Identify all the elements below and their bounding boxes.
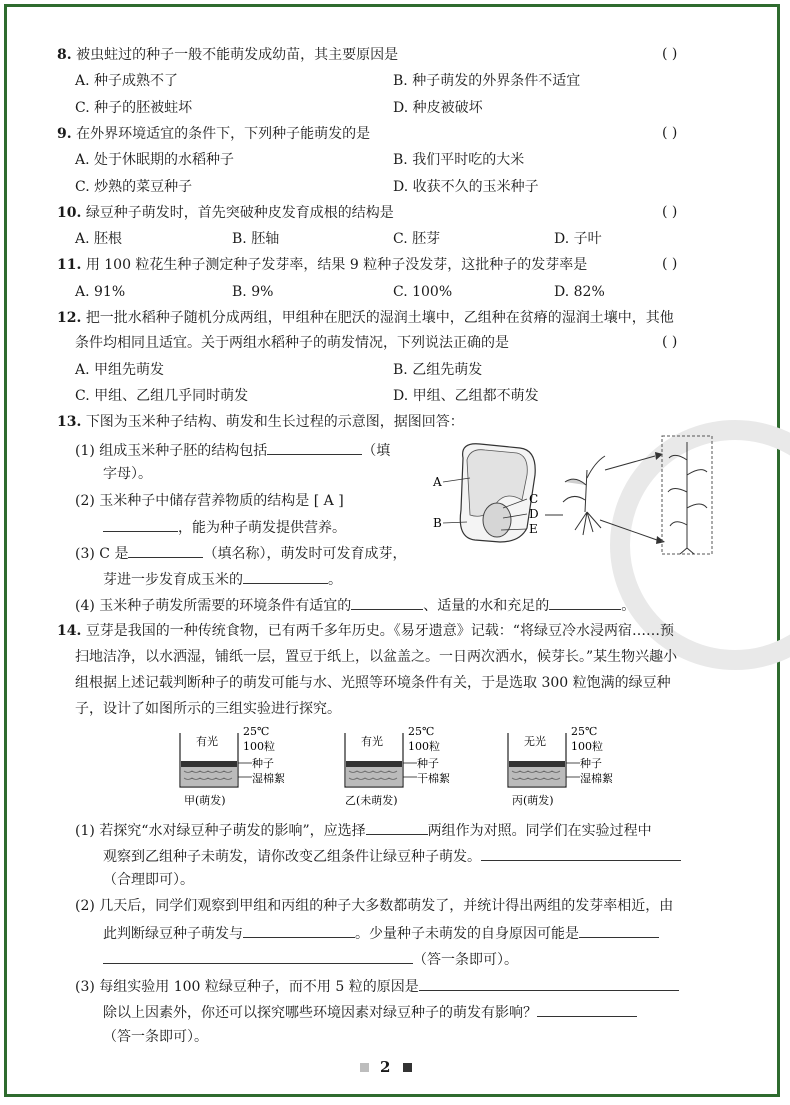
q14-sub2-line1: (2) 几天后，同学们观察到甲组和丙组的种子大多数都萌发了，并统计得出两组的发芽率相近，由 bbox=[75, 898, 674, 914]
q9-option-b: B. 我们平时吃的大米 bbox=[393, 152, 525, 168]
q9-option-c: C. 炒熟的菜豆种子 bbox=[75, 179, 193, 195]
q12-stem-line1: 12. 把一批水稻种子随机分成两组，甲组种在肥沃的湿润土壤中，乙组种在贫瘠的湿润土壤中，其他 bbox=[57, 310, 674, 326]
q13-part1-line1: (1) 组成玉米种子胚的结构包括 （填 bbox=[75, 440, 390, 460]
q13-part2-line1: (2) 玉米种子中储存营养物质的结构是 [ A ] bbox=[75, 493, 344, 509]
q8-option-a: A. 种子成熟不了 bbox=[75, 73, 179, 89]
q14-blank-3[interactable] bbox=[243, 923, 355, 938]
mature-plant bbox=[668, 442, 707, 554]
q12-answer-paren[interactable]: ( ) bbox=[662, 334, 678, 350]
setup-bing-light: 无光 bbox=[524, 735, 546, 748]
q14-sub2-line3: （答一条即可）。 bbox=[103, 949, 518, 969]
q14-sub3-line1: (3) 每组实验用 100 粒绿豆种子，而不用 5 粒的原因是 bbox=[75, 976, 679, 996]
q13-part1-line2: 字母）。 bbox=[103, 466, 152, 482]
setup-bing-count: 100粒 bbox=[571, 740, 603, 753]
q13-part2-line2: ，能为种子萌发提供营养。 bbox=[103, 517, 346, 537]
q9-answer-paren[interactable]: ( ) bbox=[662, 125, 678, 141]
q11-option-c: C. 100% bbox=[393, 284, 453, 300]
q10-option-d: D. 子叶 bbox=[554, 231, 602, 247]
q13-blank-6[interactable] bbox=[549, 595, 621, 610]
page-marker-right bbox=[403, 1063, 412, 1072]
q9-option-d: D. 收获不久的玉米种子 bbox=[393, 179, 539, 195]
q14-sub3-line2: 除以上因素外，你还可以探究哪些环境因素对绿豆种子的萌发有影响？ bbox=[103, 1002, 637, 1022]
setup-bing-temp: 25℃ bbox=[571, 725, 598, 738]
corn-seed-figure bbox=[425, 430, 725, 560]
setup-bing-seed: 种子 bbox=[580, 757, 602, 770]
q13-part3-line2: 芽进一步发育成玉米的 。 bbox=[103, 569, 342, 589]
q10-option-c: C. 胚芽 bbox=[393, 231, 441, 247]
setup-bing bbox=[508, 725, 613, 807]
q14-blank-6[interactable] bbox=[419, 976, 679, 991]
q14-blank-2[interactable] bbox=[481, 846, 681, 861]
setup-bing-medium: 湿棉絮 bbox=[580, 772, 613, 785]
q11-option-d: D. 82% bbox=[554, 284, 605, 300]
q14-intro-line1: 14. 豆芽是我国的一种传统食物，已有两千多年历史。《易牙遗意》记载：“将绿豆冷水浸两宿……预 bbox=[57, 623, 674, 639]
q10-stem: 10. 绿豆种子萌发时，首先突破种皮发育成根的结构是 bbox=[57, 205, 394, 221]
q11-option-b: B. 9% bbox=[232, 284, 274, 300]
setup-yi-caption: 乙(未萌发) bbox=[345, 794, 398, 807]
q9-stem: 9. 在外界环境适宜的条件下，下列种子能萌发的是 bbox=[57, 126, 371, 142]
q14-sub2-line2: 此判断绿豆种子萌发与 。少量种子未萌发的自身原因可能是 bbox=[103, 923, 659, 943]
q13-part3-line1: (3) C 是 （填名称），萌发时可发育成芽， bbox=[75, 543, 406, 563]
embryo bbox=[483, 503, 511, 537]
q13-blank-1[interactable] bbox=[267, 440, 362, 455]
q13-part4: (4) 玉米种子萌发所需要的环境条件有适宜的 、适量的水和充足的 。 bbox=[75, 595, 635, 615]
page-marker-left bbox=[360, 1063, 369, 1072]
q8-answer-paren[interactable]: ( ) bbox=[662, 46, 678, 62]
setup-yi-temp: 25℃ bbox=[408, 725, 435, 738]
setup-yi bbox=[345, 725, 450, 807]
q14-blank-1[interactable] bbox=[366, 820, 428, 835]
label-B: B bbox=[433, 516, 442, 530]
q13-blank-5[interactable] bbox=[351, 595, 423, 610]
setup-jia-count: 100粒 bbox=[243, 740, 275, 753]
q11-option-a: A. 91% bbox=[75, 284, 126, 300]
q8-option-c: C. 种子的胚被蛀坏 bbox=[75, 100, 193, 116]
setup-jia-light: 有光 bbox=[196, 735, 218, 748]
q10-option-a: A. 胚根 bbox=[75, 231, 123, 247]
label-C: C bbox=[529, 492, 539, 506]
q13-blank-4[interactable] bbox=[243, 569, 328, 584]
q12-option-a: A. 甲组先萌发 bbox=[75, 362, 165, 378]
q13-stem: 13. 下图为玉米种子结构、萌发和生长过程的示意图，据图回答： bbox=[57, 414, 464, 430]
q8-stem: 8. 被虫蛀过的种子一般不能萌发成幼苗，其主要原因是 bbox=[57, 47, 399, 63]
label-A: A bbox=[433, 475, 442, 489]
setup-jia-caption: 甲(萌发) bbox=[184, 794, 226, 807]
setup-bing-caption: 丙(萌发) bbox=[512, 794, 554, 807]
bean-experiment-figure bbox=[170, 725, 640, 810]
q12-option-d: D. 甲组、乙组都不萌发 bbox=[393, 388, 539, 404]
q14-blank-7[interactable] bbox=[537, 1002, 637, 1017]
q11-stem: 11. 用 100 粒花生种子测定种子发芽率，结果 9 粒种子没发芽，这批种子的发芽率是 bbox=[57, 257, 588, 273]
label-D: D bbox=[529, 507, 539, 521]
q12-option-b: B. 乙组先萌发 bbox=[393, 362, 483, 378]
q8-option-d: D. 种皮被破坏 bbox=[393, 100, 483, 116]
q8-option-b: B. 种子萌发的外界条件不适宜 bbox=[393, 73, 581, 89]
q13-blank-2[interactable] bbox=[103, 517, 178, 532]
setup-jia-medium: 湿棉絮 bbox=[252, 772, 285, 785]
q14-sub1-line2: 观察到乙组种子未萌发，请你改变乙组条件让绿豆种子萌发。 bbox=[103, 846, 681, 866]
q11-answer-paren[interactable]: ( ) bbox=[662, 256, 678, 272]
q14-intro-line3: 组根据上述记载判断种子的萌发可能与水、光照等环境条件有关，于是选取 300 粒饱满的绿豆种 bbox=[75, 675, 671, 691]
q12-option-c: C. 甲组、乙组几乎同时萌发 bbox=[75, 388, 249, 404]
page-number: 2 bbox=[380, 1058, 391, 1076]
q14-intro-line2: 扫地洁净，以水洒湿，铺纸一层，置豆于纸上，以盆盖之。一日两次洒水，候芽长。”某生物兴趣小 bbox=[75, 649, 678, 665]
q12-stem-line2: 条件均相同且适宜。关于两组水稻种子的萌发情况，下列说法正确的是 bbox=[75, 335, 509, 351]
q13-blank-3[interactable] bbox=[128, 543, 203, 558]
q10-option-b: B. 胚轴 bbox=[232, 231, 280, 247]
q14-intro-line4: 子，设计了如图所示的三组实验进行探究。 bbox=[75, 701, 341, 717]
setup-yi-light: 有光 bbox=[361, 735, 383, 748]
q14-sub3-line3: （答一条即可）。 bbox=[103, 1029, 208, 1045]
q14-blank-5[interactable] bbox=[103, 949, 413, 964]
q9-option-a: A. 处于休眠期的水稻种子 bbox=[75, 152, 235, 168]
setup-jia bbox=[180, 725, 285, 807]
setup-yi-seed: 种子 bbox=[417, 757, 439, 770]
setup-jia-seed: 种子 bbox=[252, 757, 274, 770]
q14-sub1-line1: (1) 若探究“水对绿豆种子萌发的影响”，应选择 两组作为对照。同学们在实验过程中 bbox=[75, 820, 652, 840]
q10-answer-paren[interactable]: ( ) bbox=[662, 204, 678, 220]
seedling bbox=[563, 456, 605, 535]
q14-sub1-line3: （合理即可）。 bbox=[103, 872, 194, 888]
label-E: E bbox=[529, 522, 538, 536]
setup-yi-count: 100粒 bbox=[408, 740, 440, 753]
setup-jia-temp: 25℃ bbox=[243, 725, 270, 738]
setup-yi-medium: 干棉絮 bbox=[417, 772, 450, 785]
q14-blank-4[interactable] bbox=[579, 923, 659, 938]
